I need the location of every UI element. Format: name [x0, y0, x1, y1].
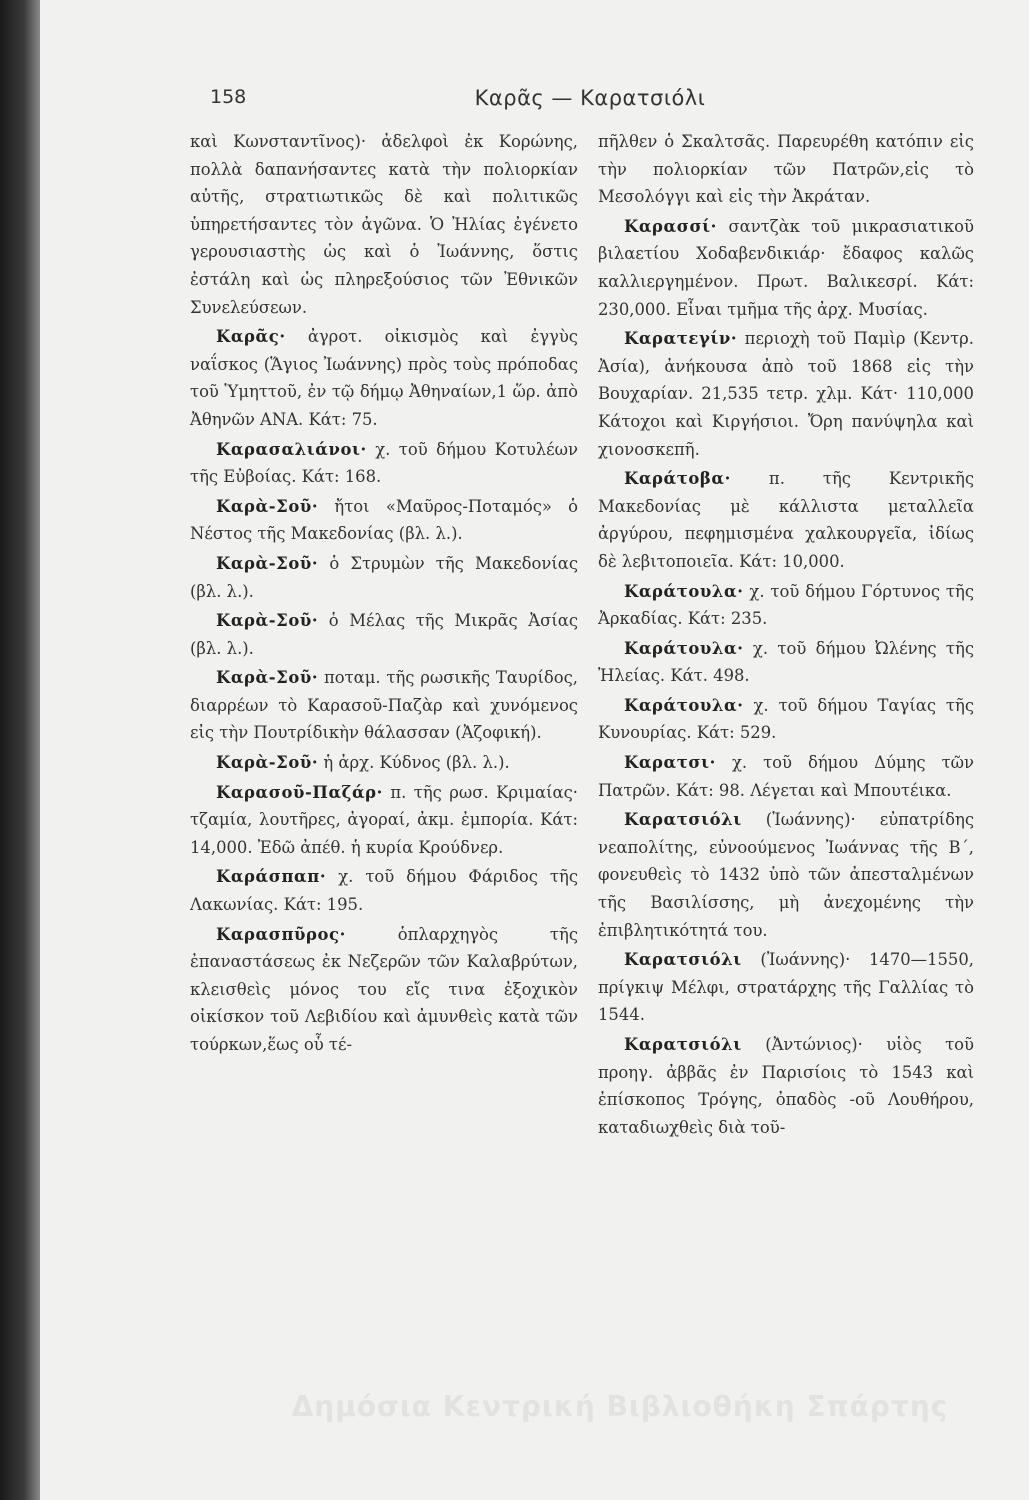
dictionary-entry	[598, 806, 974, 944]
dictionary-entry	[598, 325, 974, 463]
entry-headword: Καρασαλιάνοι·	[216, 439, 367, 459]
dictionary-entry	[190, 607, 578, 662]
right-column	[598, 128, 974, 1143]
entry-headword: Καρατσιόλι	[624, 950, 742, 970]
entry-headword: Καράτουλα·	[624, 638, 744, 658]
left-column	[190, 128, 578, 1061]
entry-headword: Καρὰ-Σοῦ·	[216, 496, 319, 516]
entry-headword: Καράτοβα·	[624, 469, 731, 489]
entry-headword: Καρᾶς·	[216, 327, 286, 347]
entry-headword: Καρασσί·	[624, 216, 717, 236]
dictionary-entry	[598, 465, 974, 575]
entry-headword: Καρατσι·	[624, 753, 716, 773]
entry-text: καὶ Κωνσταντῖνος)· ἀδελφοὶ ἐκ Κορώνης, πολλὰ δαπανήσαντες κατὰ τὴν πολιορκίαν αὐτῆς, στρατιωτικῶς δὲ καὶ πολιτικῶς ὑπηρετήσαντες τὸν ἀγῶνα. Ὁ Ἠλίας ἐγένετο γερουσιαστὴς ὡς καὶ ὁ Ἰωάννης, ὅστις ἐστάλη καὶ ὡς πληρεξούσιος τῶν Ἐθνικῶν Συνελεύσεων.	[190, 132, 578, 317]
dictionary-entry	[598, 749, 974, 804]
dictionary-entry	[598, 578, 974, 633]
entry-headword: Καρὰ-Σοῦ·	[216, 753, 319, 773]
entry-text: χ. τοῦ δήμου Ταγίας τῆς Κυνουρίας. Κάτ: 529.	[598, 695, 975, 743]
entry-text: π. τῆς Κεντρικῆς Μακεδονίας μὲ κάλλιστα μεταλλεῖα ἀργύρου, πεφημισμένα χαλκουργεῖα, ἰδίως δὲ λεβιτοποιεῖα. Κάτ: 10,000.	[598, 469, 974, 571]
page-number: 158	[210, 86, 247, 108]
dictionary-entry	[190, 128, 578, 321]
entry-headword: Καρατσιόλι	[624, 1035, 742, 1054]
dictionary-entry	[190, 863, 578, 918]
entry-text: ἤτοι «Μαῦρος-Ποταμός» ὁ Νέστος τῆς Μακεδονίας (βλ. λ.).	[190, 496, 579, 544]
entry-headword: Καρατσιόλι	[624, 810, 742, 830]
dictionary-entry	[190, 664, 578, 747]
entry-headword: Καράτουλα·	[624, 581, 744, 601]
entry-text: περιοχὴ τοῦ Παμὶρ (Κεντρ. Ἀσία), ἀνήκουσα ἀπὸ τοῦ 1868 εἰς τὴν Βουχαρίαν. 21,535 τετρ. χλμ. Κάτ· 110,000 Κάτοχοι καὶ Κιργήσιοι. Ὄρη πανύψηλα καὶ χιονοσκεπῆ.	[598, 329, 974, 459]
entry-text: πῆλθεν ὁ Σκαλτσᾶς. Παρευρέθη κατόπιν εἰς τὴν πολιορκίαν τῶν Πατρῶν,εἰς τὸ Μεσολόγγι καὶ εἰς τὴν Ἀκράταν.	[598, 132, 974, 207]
entry-headword: Καρασπῦρος·	[216, 924, 346, 944]
dictionary-entry	[598, 213, 974, 323]
page-header	[210, 86, 970, 120]
entry-text: χ. τοῦ δήμου Δύμης τῶν Πατρῶν. Κάτ: 98. Λέγεται καὶ Μπουτέικα.	[598, 753, 974, 800]
dictionary-entry	[598, 946, 974, 1029]
dictionary-entry	[190, 436, 578, 491]
entry-text: ποταμ. τῆς ρωσικῆς Ταυρίδος, διαρρέων τὸ Καρασοῦ-Παζὰρ καὶ χυνόμενος εἰς τὴν Πουτρίδικὴν θάλασσαν (Ἀζοφική).	[190, 668, 578, 743]
entry-headword: Καρὰ-Σοῦ·	[216, 611, 319, 631]
dictionary-entry	[190, 921, 578, 1059]
dictionary-entry	[190, 749, 578, 777]
dictionary-page	[40, 0, 1029, 1500]
entry-headword: Καράσπαπ·	[216, 867, 327, 887]
entry-headword: Καρὰ-Σοῦ·	[216, 668, 319, 688]
entry-text: σαντζὰκ τοῦ μικρασιατικοῦ βιλαετίου Χοδαβενδικιάρ· ἔδαφος καλῶς καλλιεργημένον. Πρωτ. Βαλικεσρί. Κάτ: 230,000. Εἶναι τμῆμα τῆς ἀρχ. Μυσίας.	[598, 216, 974, 319]
dictionary-entry	[598, 635, 974, 690]
entry-text: ἡ ἀρχ. Κύδνος (βλ. λ.).	[323, 753, 510, 773]
entry-text: ἀγροτ. οἰκισμὸς καὶ ἐγγὺς ναΐσκος (Ἅγιος Ἰωάννης) πρὸς τοὺς πρόποδας τοῦ Ὑμηττοῦ, ἐν τῷ δήμῳ Ἀθηναίων,1 ὥρ. ἀπὸ Ἀθηνῶν ΑΝΑ. Κάτ: 75.	[190, 327, 578, 429]
scan-edge	[0, 0, 40, 1500]
dictionary-entry	[190, 493, 578, 548]
entry-text: ὁ Μέλας τῆς Μικρᾶς Ἀσίας (βλ. λ.).	[190, 611, 578, 658]
library-watermark: Δημόσια Κεντρική Βιβλιοθήκη Σπάρτης	[291, 1390, 949, 1423]
running-head: Καρᾶς — Καρατσιόλι	[474, 86, 706, 110]
entry-text: ὁπλαρχηγὸς τῆς ἐπαναστάσεως ἐκ Νεζερῶν τῶν Καλαβρύτων, κλεισθεὶς μόνος του εἴς τινα ἐξοχικὸν οἰκίσκον τοῦ Λεβιδίου καὶ ἀμυνθεὶς κατὰ τῶν τούρκων,ἕως οὗ τέ-	[190, 924, 578, 1054]
dictionary-entry	[598, 128, 974, 211]
entry-text: (Ἰωάννης)· εὐπατρίδης νεαπολίτης, εὐνοούμενος Ἰωάννας τῆς Β΄, φονευθεὶς τὸ 1432 ὑπὸ τῶν ἀπεσταλμένων τῆς Βασιλίσσης, μὴ ἀνεχομένης τὴν ἐπιβλητικότητά του.	[598, 810, 974, 940]
entry-text: (Ἰωάννης)· 1470—1550, πρίγκιψ Μέλφι, στρατάρχης τῆς Γαλλίας τὸ 1544.	[598, 950, 974, 1025]
entry-text: χ. τοῦ δήμου Γόρτυνος τῆς Ἀρκαδίας. Κάτ: 235.	[598, 581, 974, 629]
entry-text: χ. τοῦ δήμου Φάριδος τῆς Λακωνίας. Κάτ: 195.	[190, 867, 578, 915]
dictionary-entry	[598, 692, 974, 747]
entry-text: χ. τοῦ δήμου Ὠλένης τῆς Ἠλείας. Κάτ. 498.	[598, 638, 974, 686]
entry-headword: Καράτουλα·	[624, 695, 744, 715]
entry-text: ὁ Στρυμὼν τῆς Μακεδονίας (βλ. λ.).	[190, 553, 578, 601]
dictionary-entry	[190, 550, 578, 605]
dictionary-entry	[190, 323, 578, 433]
entry-text: (Ἀντώνιος)· υἱὸς τοῦ προηγ. ἀββᾶς ἐν Παρισίοις τὸ 1543 καὶ ἐπίσκοπος Τρόγης, ὀπαδὸς -οῦ Λουθήρου, καταδιωχθεὶς διὰ τοῦ-	[598, 1035, 974, 1137]
dictionary-entry	[598, 1031, 974, 1141]
dictionary-entry	[190, 779, 578, 862]
entry-headword: Καρασοῦ-Παζάρ·	[216, 782, 383, 802]
entry-text: χ. τοῦ δήμου Κοτυλέων τῆς Εὐβοίας. Κάτ: 168.	[190, 439, 578, 487]
entry-text: π. τῆς ρωσ. Κριμαίας· τζαμία, λουτῆρες, ἀγοραί, ἀκμ. ἐμπορία. Κάτ: 14,000. Ἐδῶ ἀπέθ. ἡ κυρία Κρούδνερ.	[190, 782, 578, 857]
entry-headword: Καρατεγίν·	[624, 329, 738, 349]
entry-headword: Καρὰ-Σοῦ·	[216, 553, 319, 573]
